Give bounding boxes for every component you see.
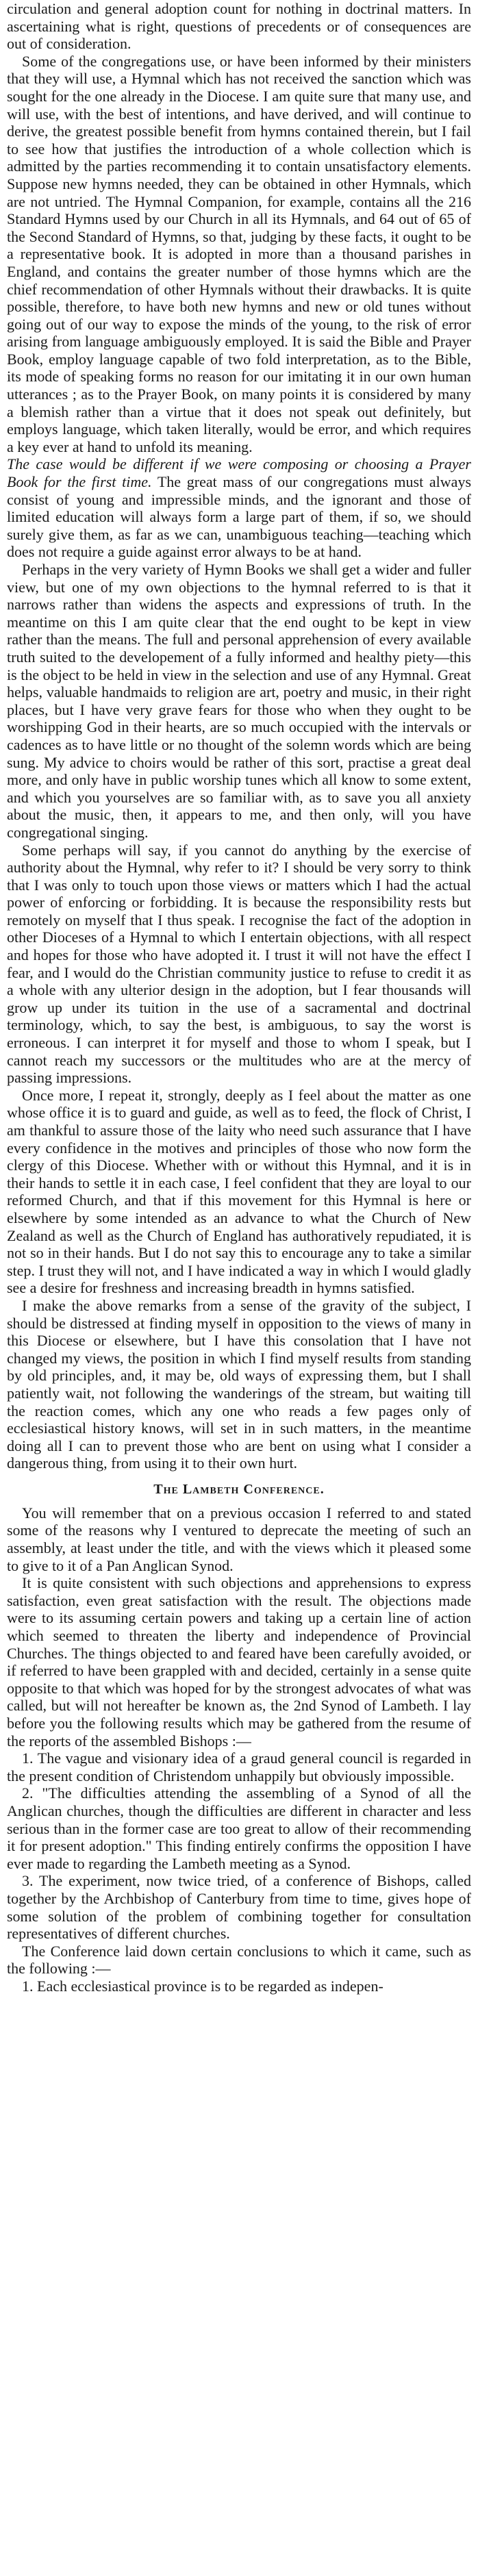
paragraph: circulation and general adoption count for nothing in doctrinal matters. In ascertaining what is right, questions of precedents or of consequences are out of consideration.: [7, 0, 471, 53]
italic-emphasis: The case would be different if we were composing or choosing a Prayer Book for the first time.: [7, 455, 471, 491]
paragraph: Some of the congregations use, or have been informed by their ministers that they will use, a Hymnal which has not received the sanction which was sought for the one already in the Diocese. I am quite sure that many use, and will use, with the best of intentions, and have derived, and will continue to derive, the greatest possible benefit from hymns contained therein, but I fail to see how that justifies the introduction of a whole collection which is admitted by the parties recommending it to contain unsatisfactory elements. Suppose new hymns needed, they can be obtained in other Hymnals, which are not untried. The Hymnal Companion, for example, contains all the 216 Standard Hymns used by our Church in all its Hymnals, and 64 out of 65 of the Second Standard of Hymns, so that, judging by these facts, it ought to be a representative book. It is adopted in more than a thousand parishes in England, and contains the greater number of those hymns which are the chief recommendation of other Hymnals without their drawbacks. It is quite possible, therefore, to have both new hymns and new or old tunes without going out of our way to expose the minds of the young, to the risk of error arising from language ambiguously employed. It is said the Bible and Prayer Book, employ language capable of two fold interpretation, as to the Bible, its mode of speaking forms no reason for our imitating it in our own human utterances ; as to the Prayer Book, on many points it is considered by many a blemish rather than a virtue that it does not speak out definitely, but employs language, which taken literally, would be error, and which requires a key ever at hand to unfold its meaning.: [7, 52, 471, 455]
paragraph: The Conference laid down certain conclusions to which it came, such as the following :—: [7, 1942, 471, 1978]
document-page: [7, 0, 471, 2576]
paragraph: Once more, I repeat it, strongly, deeply as I feel about the matter as one whose office it is to guard and guide, as well as to feed, the flock of Christ, I am thankful to assure those of the laity who need such assurance that I have every confidence in the motives and principles of those who now form the clergy of this Diocese. Whether with or without this Hymnal, and it is in their hands to settle it in each case, I feel confident that they are loyal to our reformed Church, and that if this movement for this Hymnal is here or elsewhere by some intended as an advance to what the Church of New Zealand as well as the Church of England has authoratively repudiated, it is not so in their hands. But I do not say this to encourage any to take a similar step. I trust they will not, and I have indicated a way in which I would gladly see a desire for freshness and increasing breadth in hymns satisfied.: [7, 1086, 471, 1297]
paragraph: Some perhaps will say, if you cannot do anything by the exercise of authority about the Hymnal, why refer to it? I should be very sorry to think that I was only to touch upon those views or matters which I had the actual power of enforcing or forbidding. It is because the responsibility rests but remotely on myself that I thus speak. I recognise the fact of the adoption in other Dioceses of a Hymnal to which I entertain objections, with all respect and hopes for those who have adopted it. I trust it will not have the effect I fear, and I would do the Christian community justice to refuse to credit it as a whole with any ulterior design in the adoption, but I fear thousands will grow up under its tuition in the use of a sacramental and doctrinal terminology, which, to say the best, is ambiguous, to say the worst is erroneous. I can interpret it for myself and those to whom I speak, but I cannot reach my successors or the multitudes who are at the mercy of passing impressions.: [7, 841, 471, 1087]
paragraph-continuation: [7, 455, 471, 561]
list-item: 3. The experiment, now twice tried, of a conference of Bishops, called together by the Archbishop of Canterbury from time to time, gives hope of some solution of the problem of combining together for consultation representatives of different churches.: [7, 1872, 471, 1943]
numbered-list: [7, 1750, 471, 1943]
list-item: 1. Each ecclesiastical province is to be regarded as indepen-: [22, 1977, 383, 1995]
paragraph-tail: The great mass of our congregations must always consist of young and impressible minds, and the ignorant and those of limited education will always form a large part of them, if so, we should surely give them, as far as we can, unambiguous teaching—teaching which does not require a guide against error always to be at hand.: [7, 473, 471, 561]
paragraph: It is quite consistent with such objections and apprehensions to express satisfaction, even great satisfaction with the result. The objections made were to its assuming certain powers and taking up a certain line of action which seemed to threaten the liberty and independence of Provincial Churches. The things objected to and feared have been carefully avoided, or if referred to have been grappled with and decided, certainly in a sense quite opposite to that which was hoped for by the strongest advocates of what was called, but will not hereafter be known as, the 2nd Synod of Lambeth. I lay before you the following results which may be gathered from the resume of the reports of the assembled Bishops :—: [7, 1574, 471, 1750]
list-item: 1. The vague and visionary idea of a graud general council is regarded in the present condition of Christendom unhappily but obviously impossible.: [7, 1750, 471, 1784]
list-item: 2. "The difficulties attending the assembling of a Synod of all the Anglican churches, though the difficulties are different in character and less serious than in the former case are too great to allow of their recommending it for present adoption." This finding entirely confirms the opposition I have ever made to regarding the Lambeth meeting as a Synod.: [7, 1784, 471, 1872]
section-heading: The Lambeth Conference.: [153, 1481, 325, 1497]
paragraph: Perhaps in the very variety of Hymn Books we shall get a wider and fuller view, but one of my own objections to the hymnal referred to is that it narrows rather than widens the aspects and expressions of truth. In the meantime on this I am quite clear that the end ought to be kept in view rather than the means. The full and personal apprehension of every available truth suited to the developement of a fully informed and healthy piety—this is the object to be held in view in the selection and use of any Hymnal. Great helps, valuable handmaids to religion are art, poetry and music, in their right places, but I have very grave fears for those who when they ought to be worshipping God in their hearts, are so much occupied with the intervals or cadences as to have little or no thought of the solemn words which are being sung. My advice to choirs would be rather of this sort, practise a great deal more, and only have in public worship tunes which all know to some extent, and which you yourselves are so familiar with, as to save you all anxiety about the music, then, it appears to me, and then only, will you have congregational singing.: [7, 561, 471, 841]
numbered-list: [7, 1978, 471, 1995]
paragraph: You will remember that on a previous occasion I referred to and stated some of the reasons why I ventured to deprecate the meeting of such an assembly, at least under the title, and with the views which it pleased some to give to it of a Pan Anglican Synod.: [7, 1504, 471, 1574]
paragraph: I make the above remarks from a sense of the gravity of the subject, I should be distressed at finding myself in opposition to the views of many in this Diocese or elsewhere, but I have this consolation that I have not changed my views, the position in which I find myself results from standing by old principles, and, it may be, old ways of expressing them, but I shall patiently wait, not following the wanderings of the stream, but waiting till the reaction comes, which any one who reads a few pages only of ecclesiastical history knows, will set in in such matters, in the meantime doing all I can to prevent those who are bent on using what I consider a dangerous thing, from using it to their own hurt.: [7, 1296, 471, 1472]
